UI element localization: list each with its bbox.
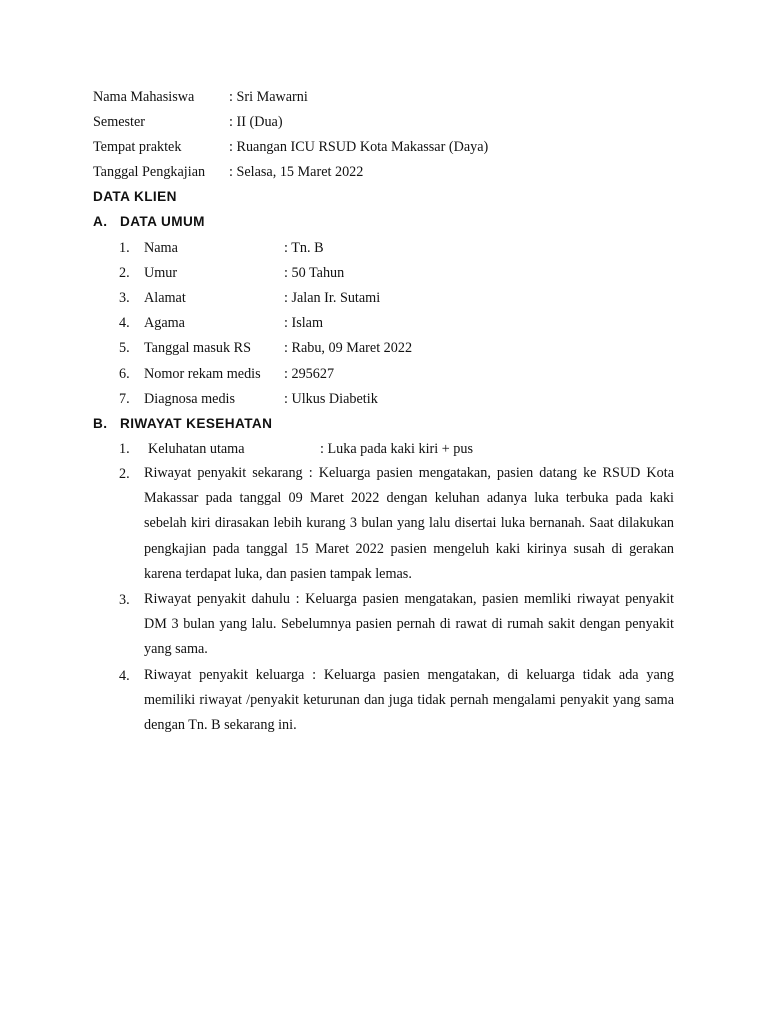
item-number: 1.: [119, 441, 130, 457]
semester-label: Semester: [93, 114, 146, 130]
item-number: 2.: [119, 265, 130, 281]
practice-place-label: Tempat praktek: [93, 139, 182, 155]
field-value-rekam-medis: : 295627: [284, 366, 335, 382]
item-number: 1.: [119, 240, 130, 256]
item-number: 4.: [119, 668, 130, 684]
section-a-letter: A.: [93, 214, 108, 229]
field-label-umur: Umur: [144, 265, 178, 281]
field-value-agama: : Islam: [284, 315, 324, 331]
field-value-keluhan-utama: : Luka pada kaki kiri + pus: [320, 441, 473, 457]
student-name-value: : Sri Mawarni: [229, 89, 308, 105]
field-value-umur: : 50 Tahun: [284, 265, 345, 281]
field-value-diagnosa: : Ulkus Diabetik: [284, 391, 378, 407]
item-number: 5.: [119, 340, 130, 356]
field-label-diagnosa: Diagnosa medis: [144, 391, 236, 407]
practice-place-value: : Ruangan ICU RSUD Kota Makassar (Daya): [229, 139, 489, 155]
item-number: 2.: [119, 466, 130, 482]
section-b-letter: B.: [93, 416, 108, 431]
semester-value: : II (Dua): [229, 114, 283, 130]
section-b-title: RIWAYAT KESEHATAN: [120, 416, 273, 431]
item-number: 7.: [119, 391, 130, 407]
item-number: 4.: [119, 315, 130, 331]
field-label-tanggal-masuk: Tanggal masuk RS: [144, 340, 251, 356]
item-number: 3.: [119, 290, 130, 306]
assessment-date-label: Tanggal Pengkajian: [93, 164, 206, 180]
field-label-rekam-medis: Nomor rekam medis: [144, 366, 261, 382]
riwayat-sekarang-paragraph: Riwayat penyakit sekarang : Keluarga pasien mengatakan, pasien datang ke RSUD Kota Makassar pada tanggal 09 Maret 2022 dengan keluhan adanya luka terbuka pada kaki sebelah kiri dirasakan lebih kurang 3 bulan yang lalu disertai luka bernanah. Saat dilakukan pengkajian pada tanggal 15 Maret 2022 pasien mengeluh kaki kirinya susah di gerakan karena terdapat luka, dan pasien tampak lemas.: [144, 465, 674, 582]
section-a-title: DATA UMUM: [120, 214, 205, 229]
item-number: 6.: [119, 366, 130, 382]
riwayat-keluarga-paragraph: Riwayat penyakit keluarga : Keluarga pasien mengatakan, di keluarga tidak ada yang memiliki riwayat /penyakit keturunan dan juga tidak pernah mengalami penyakit yang sama dengan Tn. B sekarang ini.: [144, 667, 674, 734]
field-value-alamat: : Jalan Ir. Sutami: [284, 290, 381, 306]
riwayat-dahulu-paragraph: Riwayat penyakit dahulu : Keluarga pasien mengatakan, pasien memliki riwayat penyakit DM 3 bulan yang lalu. Sebelumnya pasien pernah di rawat di rumah sakit dengan penyakit yang sama.: [144, 591, 674, 658]
data-klien-heading: DATA KLIEN: [93, 189, 177, 204]
student-name-label: Nama Mahasiswa: [93, 89, 195, 105]
assessment-date-value: : Selasa, 15 Maret 2022: [229, 164, 364, 180]
item-number: 3.: [119, 592, 130, 608]
field-value-nama: : Tn. B: [284, 240, 324, 256]
field-label-keluhan-utama: Keluhatan utama: [148, 441, 245, 457]
field-label-nama: Nama: [144, 240, 178, 256]
field-label-agama: Agama: [144, 315, 185, 331]
field-label-alamat: Alamat: [144, 290, 186, 306]
field-value-tanggal-masuk: : Rabu, 09 Maret 2022: [284, 340, 413, 356]
